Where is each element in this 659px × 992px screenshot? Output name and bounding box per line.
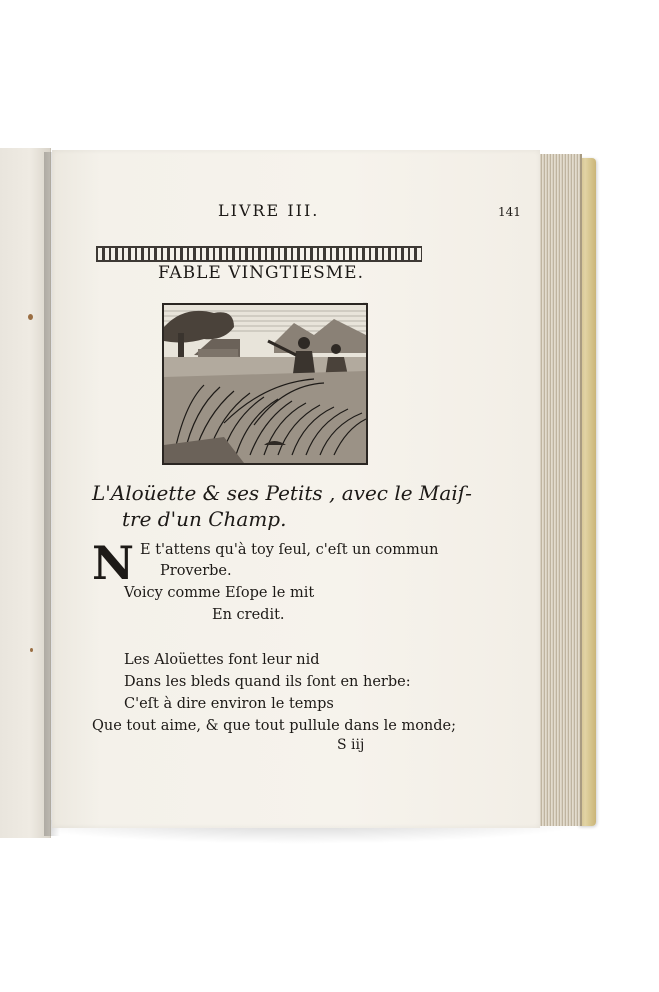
fable-heading: FABLE VINGTIESME. bbox=[158, 263, 364, 283]
verse-line: Que tout aime, & que tout pullule dans le monde; bbox=[92, 718, 457, 734]
verse-line: C'eſt à dire environ le temps bbox=[124, 696, 334, 712]
fable-title-line-2: tre d'un Champ. bbox=[122, 507, 287, 531]
verse-line: E t'attens qu'à toy ſeul, c'eſt un commun bbox=[140, 542, 439, 558]
printer-ornament-band bbox=[96, 246, 422, 262]
verse-line: Proverbe. bbox=[160, 563, 232, 579]
engraving-artwork bbox=[164, 305, 366, 463]
fable-title bbox=[92, 480, 472, 532]
signature-mark: S iij bbox=[337, 737, 365, 753]
foxing-stain bbox=[30, 648, 33, 652]
engraving-illustration bbox=[162, 303, 368, 465]
verse-line: Les Aloüettes font leur nid bbox=[124, 652, 320, 668]
page-number: 141 bbox=[498, 205, 521, 219]
running-head: LIVRE III. bbox=[218, 201, 320, 220]
verse-line: Dans les bleds quand ils ſont en herbe: bbox=[124, 674, 411, 690]
verse-line: Voicy comme Eſope le mit bbox=[124, 585, 315, 601]
verse-line: En credit. bbox=[212, 607, 285, 623]
foxing-stain bbox=[28, 314, 33, 320]
fable-title-line-1: L'Aloüette & ses Petits , avec le Maiſ- bbox=[92, 481, 472, 505]
page-edges bbox=[540, 154, 582, 826]
drop-cap: N bbox=[92, 536, 135, 590]
